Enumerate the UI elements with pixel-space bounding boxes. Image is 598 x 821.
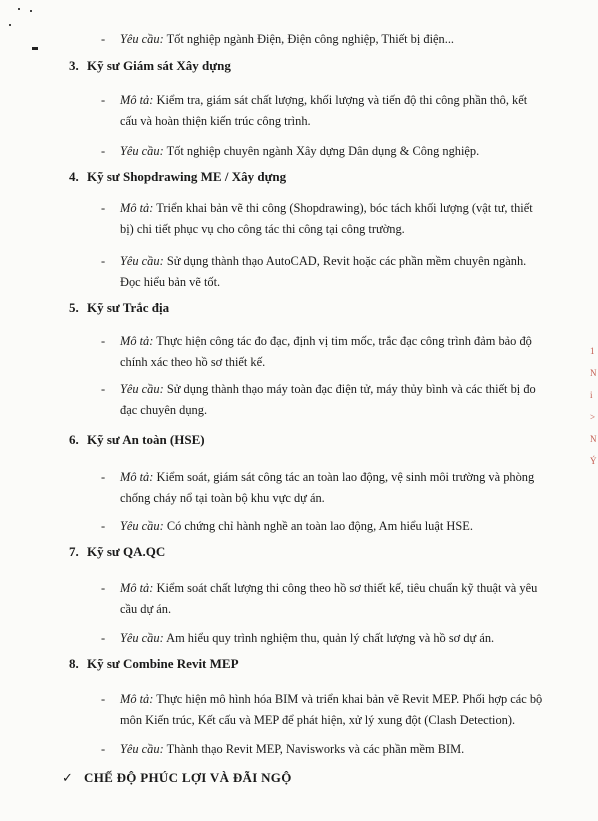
description-item: - Mô tả: Kiểm soát, giám sát công tác an toàn lao động, vệ sinh môi trường và phòng chống cháy nổ tại toàn bộ khu vực dự án. [101,470,535,505]
scan-speck [9,24,11,26]
section-heading: 4. Kỹ sư Shopdrawing ME / Xây dựng [69,169,287,184]
section-heading: 6. Kỹ sư An toàn (HSE) [69,432,205,447]
check-icon: ✓ [62,770,74,785]
scan-speck [32,47,38,50]
description-item: - Mô tả: Thực hiện mô hình hóa BIM và triển khai bản vẽ Revit MEP. Phối hợp các bộ môn Kiến trúc, Kết cấu và MEP để phát hiện, xử lý xung đột (Clash Detection). [101,692,543,727]
requirement-item: - Yêu cầu: Có chứng chỉ hành nghề an toàn lao động, Am hiểu luật HSE. [101,519,473,533]
description-item: - Mô tả: Kiểm soát chất lượng thi công theo hồ sơ thiết kế, tiêu chuẩn kỹ thuật và yêu cầu dự án. [101,581,538,616]
requirement-item: - Yêu cầu: Sử dụng thành thạo máy toàn đạc điện tử, máy thủy bình và các thiết bị đo đạc chuyên dụng. [101,382,536,417]
benefits-heading: ✓ CHẾ ĐỘ PHÚC LỢI VÀ ĐÃI NGỘ [62,770,292,785]
section-heading: 5. Kỹ sư Trắc địa [69,300,170,315]
requirement-item: - Yêu cầu: Am hiểu quy trình nghiệm thu, quản lý chất lượng và hồ sơ dự án. [101,631,495,645]
requirement-item: - Yêu cầu: Tốt nghiệp ngành Điện, Điện công nghiệp, Thiết bị điện... [101,32,455,46]
description-item: - Mô tả: Triển khai bản vẽ thi công (Shopdrawing), bóc tách khối lượng (vật tư, thiết bị) chi tiết phục vụ cho công tác thi công tại công trường. [101,201,533,236]
requirement-item: - Yêu cầu: Sử dụng thành thạo AutoCAD, Revit hoặc các phần mềm chuyên ngành. Đọc hiểu bản vẽ tốt. [101,254,527,289]
scan-speck [30,10,32,12]
requirement-item: - Yêu cầu: Tốt nghiệp chuyên ngành Xây dựng Dân dụng & Công nghiệp. [101,144,480,158]
scan-speck [18,8,20,10]
description-item: - Mô tả: Kiểm tra, giám sát chất lượng, khối lượng và tiến độ thi công phần thô, kết cấu và hoàn thiện kiến trúc công trình. [101,93,528,128]
section-heading: 3. Kỹ sư Giám sát Xây dựng [69,58,231,73]
section-heading: 8. Kỹ sư Combine Revit MEP [69,656,239,671]
description-item: - Mô tả: Thực hiện công tác đo đạc, định vị tim mốc, trắc đạc công trình đảm bảo độ chính xác theo hồ sơ thiết kế. [101,334,532,369]
section-heading: 7. Kỹ sư QA.QC [69,544,166,559]
margin-stamp-marks: 1 N i > N Ý [590,346,597,466]
requirement-item: - Yêu cầu: Thành thạo Revit MEP, Navisworks và các phần mềm BIM. [101,742,465,756]
